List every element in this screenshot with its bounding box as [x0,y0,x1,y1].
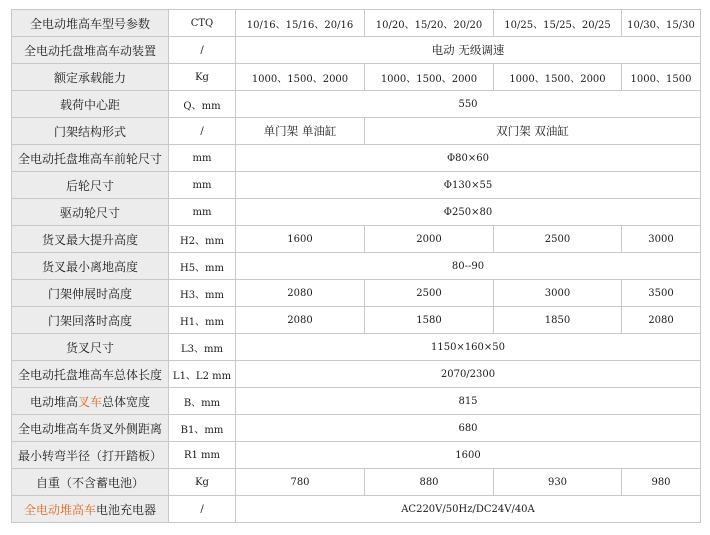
row-label: 门架伸展时高度 [12,280,169,307]
row-value: 2080 [622,307,701,334]
row-label [12,496,169,523]
table-row [12,334,701,361]
row-label [12,388,169,415]
table-row [12,307,701,334]
row-value: 1150×160×50 [236,334,701,361]
row-value: 1600 [236,442,701,469]
row-unit: mm [169,145,236,172]
table-row [12,91,701,118]
row-value: 930 [494,469,622,496]
row-value: 2000 [365,226,494,253]
header-model-2: 10/20、15/20、20/20 [365,10,494,37]
row-label-suffix: 电池充电器 [96,502,157,517]
row-label: 载荷中心距 [12,91,169,118]
table-row [12,37,701,64]
row-value: 电动 无级调速 [236,37,701,64]
row-label: 额定承载能力 [12,64,169,91]
row-unit: Q、mm [169,91,236,118]
row-unit: Kg [169,64,236,91]
table-row [12,172,701,199]
table-row [12,226,701,253]
row-value: Φ80×60 [236,145,701,172]
header-model-4: 10/30、15/30 [622,10,701,37]
row-value: 1000、1500、2000 [236,64,365,91]
row-unit: H1、mm [169,307,236,334]
row-label: 全电动托盘堆高车总体长度 [12,361,169,388]
row-label: 最小转弯半径（打开踏板） [12,442,169,469]
row-value: 1580 [365,307,494,334]
table-row [12,469,701,496]
row-value: 双门架 双油缸 [365,118,701,145]
row-value: Φ130×55 [236,172,701,199]
header-label: 全电动堆高车型号参数 [12,10,169,37]
table-row [12,280,701,307]
row-unit: L1、L2 mm [169,361,236,388]
row-value: 780 [236,469,365,496]
table-row [12,496,701,523]
row-unit: Kg [169,469,236,496]
header-model-1: 10/16、15/16、20/16 [236,10,365,37]
row-label: 门架回落时高度 [12,307,169,334]
row-label: 全电动托盘堆高车前轮尺寸 [12,145,169,172]
row-value: 1000、1500、2000 [494,64,622,91]
row-value: AC220V/50Hz/DC24V/40A [236,496,701,523]
row-unit: L3、mm [169,334,236,361]
row-value: 1850 [494,307,622,334]
table-row [12,145,701,172]
row-value: Φ250×80 [236,199,701,226]
row-value: 2080 [236,307,365,334]
row-value: 80--90 [236,253,701,280]
row-unit: mm [169,199,236,226]
row-label: 自重（不含蓄电池） [12,469,169,496]
table-row [12,388,701,415]
row-unit: H5、mm [169,253,236,280]
row-label-suffix: 总体宽度 [102,394,151,409]
row-unit: H3、mm [169,280,236,307]
table-row [12,442,701,469]
row-value: 1600 [236,226,365,253]
table-row [12,199,701,226]
row-value: 1000、1500、2000 [365,64,494,91]
row-label: 驱动轮尺寸 [12,199,169,226]
row-unit: R1 mm [169,442,236,469]
row-label-keyword-link[interactable]: 叉车 [77,394,102,409]
row-value: 单门架 单油缸 [236,118,365,145]
row-unit: / [169,37,236,64]
row-unit: B、mm [169,388,236,415]
row-label: 门架结构形式 [12,118,169,145]
row-unit: mm [169,172,236,199]
table-row [12,361,701,388]
row-value: 550 [236,91,701,118]
row-value: 2070/2300 [236,361,701,388]
table-row [12,415,701,442]
row-value: 2500 [365,280,494,307]
header-unit: CTQ [169,10,236,37]
row-label-prefix: 电动堆高 [29,394,78,409]
row-value: 2080 [236,280,365,307]
row-value: 3000 [622,226,701,253]
table-row [12,64,701,91]
row-value: 3000 [494,280,622,307]
table-row [12,118,701,145]
row-label: 货叉尺寸 [12,334,169,361]
table-row [12,253,701,280]
row-value: 3500 [622,280,701,307]
row-value: 680 [236,415,701,442]
header-row [12,10,701,37]
row-label: 货叉最小离地高度 [12,253,169,280]
row-label-keyword-link[interactable]: 全电动堆高车 [23,502,96,517]
header-model-3: 10/25、15/25、20/25 [494,10,622,37]
row-value: 1000、1500 [622,64,701,91]
row-value: 2500 [494,226,622,253]
row-unit: / [169,118,236,145]
row-label: 后轮尺寸 [12,172,169,199]
row-value: 880 [365,469,494,496]
row-label: 全电动堆高车货叉外侧距离 [12,415,169,442]
row-unit: H2、mm [169,226,236,253]
row-value: 980 [622,469,701,496]
spec-table [11,9,701,523]
row-label: 全电动托盘堆高车动装置 [12,37,169,64]
row-unit: / [169,496,236,523]
row-unit: B1、mm [169,415,236,442]
row-label: 货叉最大提升高度 [12,226,169,253]
row-value: 815 [236,388,701,415]
